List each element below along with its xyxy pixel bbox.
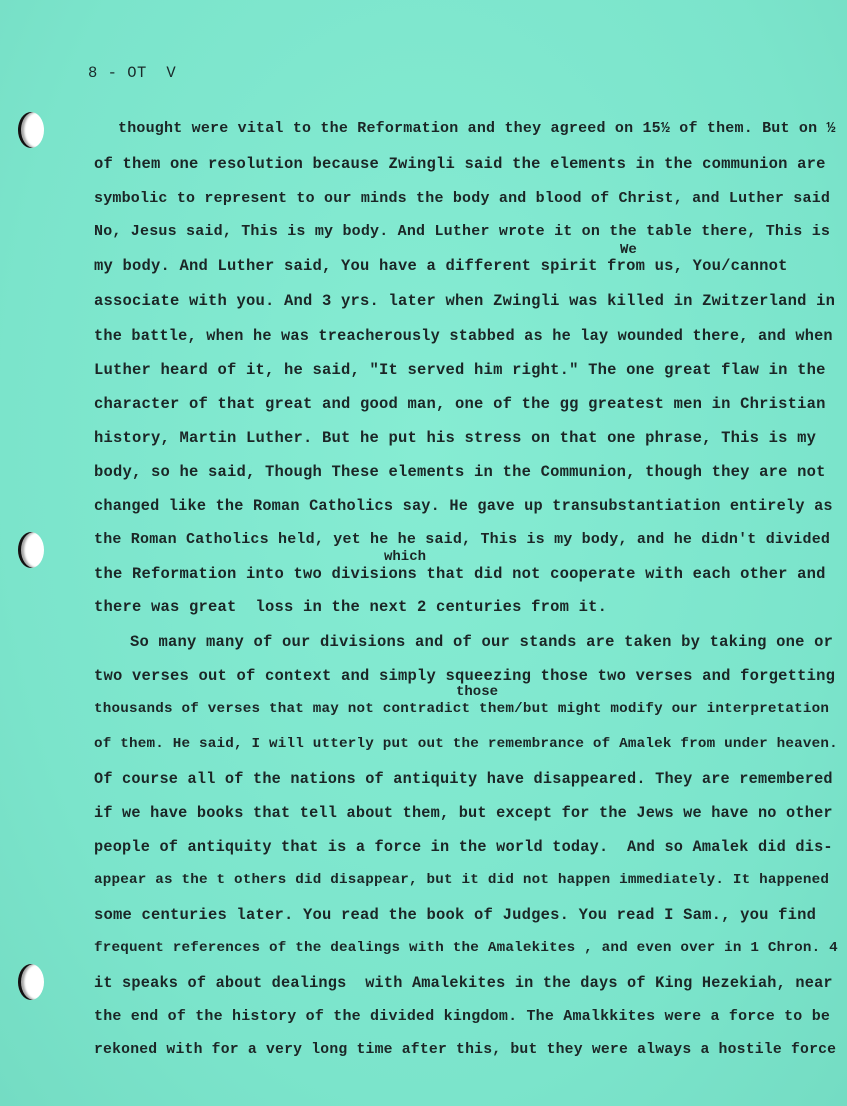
text-line: of them one resolution because Zwingli said the elements in the communion are xyxy=(94,155,826,173)
text-line: people of antiquity that is a force in the world today. And so Amalek did dis- xyxy=(94,838,833,856)
text-line: So many many of our divisions and of our stands are taken by taking one or xyxy=(130,633,834,651)
interlinear-we: We xyxy=(620,242,637,258)
text-line: thousands of verses that may not contradict them/but might modify our interpretation xyxy=(94,701,830,717)
text-line: rekoned with for a very long time after this, but they were always a hostile force xyxy=(94,1042,837,1058)
text-line: two verses out of context and simply squeezing those two verses and forgetting xyxy=(94,667,836,685)
punch-hole-middle xyxy=(18,532,44,568)
text-line: appear as the t others did disappear, but it did not happen immediately. It happened xyxy=(94,872,830,888)
punch-hole-bottom xyxy=(18,964,44,1000)
text-line: changed like the Roman Catholics say. He gave up transubstantiation entirely as xyxy=(94,497,833,515)
text-line: my body. And Luther said, You have a different spirit from us, You/cannot xyxy=(94,257,788,275)
text-line: No, Jesus said, This is my body. And Luther wrote it on the table there, This is xyxy=(94,223,831,240)
text-line: symbolic to represent to our minds the body and blood of Christ, and Luther said xyxy=(94,190,831,207)
text-line: Of course all of the nations of antiquity have disappeared. They are remembered xyxy=(94,770,833,788)
text-line: there was great loss in the next 2 centuries from it. xyxy=(94,598,608,616)
text-line: the Roman Catholics held, yet he he said, This is my body, and he didn't divided xyxy=(94,531,831,548)
punch-hole-top xyxy=(18,112,44,148)
interlinear-those: those xyxy=(456,684,499,700)
text-line: Luther heard of it, he said, "It served him right." The one great flaw in the xyxy=(94,361,826,379)
text-line: the Reformation into two divisions that did not cooperate with each other and xyxy=(94,565,826,583)
text-line: body, so he said, Though These elements in the Communion, though they are not xyxy=(94,463,826,481)
text-line: frequent references of the dealings with the Amalekites , and even over in 1 Chron. 4 xyxy=(94,940,838,956)
text-line: the battle, when he was treacherously stabbed as he lay wounded there, and when xyxy=(94,327,833,345)
text-line: some centuries later. You read the book of Judges. You read I Sam., you find xyxy=(94,906,817,924)
text-line: of them. He said, I will utterly put out the remembrance of Amalek from under heaven. xyxy=(94,736,838,752)
interlinear-which: which xyxy=(384,549,427,565)
text-line: associate with you. And 3 yrs. later when Zwingli was killed in Zwitzerland in xyxy=(94,292,836,310)
page-header: 8 - OT V xyxy=(88,64,177,82)
text-line: history, Martin Luther. But he put his stress on that one phrase, This is my xyxy=(94,429,817,447)
text-line: the end of the history of the divided kingdom. The Amalkkites were a force to be xyxy=(94,1008,831,1025)
text-line: if we have books that tell about them, but except for the Jews we have no other xyxy=(94,804,833,822)
text-line: character of that great and good man, one of the gg greatest men in Christian xyxy=(94,395,826,413)
text-line: it speaks of about dealings with Amalekites in the days of King Hezekiah, near xyxy=(94,974,833,992)
text-line: thought were vital to the Reformation and they agreed on 15½ of them. But on ½ xyxy=(118,120,836,137)
